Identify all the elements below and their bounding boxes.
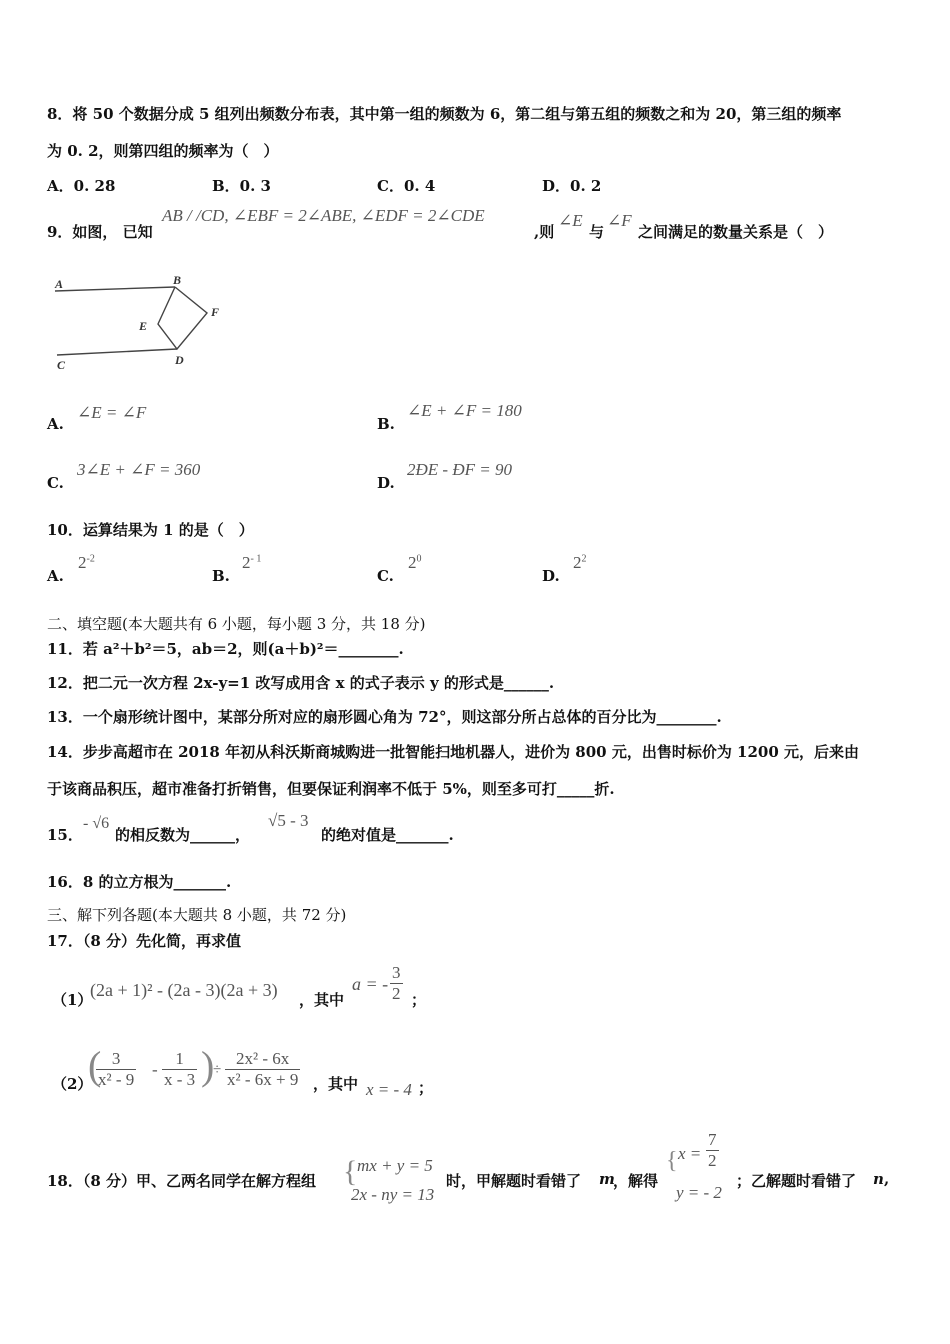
q8-line2: 为 0. 2，则第四组的频率为（ ） [47,142,279,160]
q18-m: m [599,1170,615,1188]
section2-title: 二、填空题(本大题共有 6 小题，每小题 3 分，共 18 分) [47,615,426,633]
q15-number: 15． [47,826,83,844]
q9-option-d-expr: 2ÐE - ÐF = 90 [407,460,512,479]
q9-suffix: 之间满足的数量关系是（ ） [638,223,834,241]
q10-option-c-expr: $2^0$ [408,553,422,572]
q8-line1: 8．将 50 个数据分成 5 组列出频数分布表，其中第一组的频数为 6，第二组与第五组的频数之和为 20，第三组的频率 [47,105,842,123]
q18-solution-brace: { [666,1148,678,1174]
q18-sol-x-num: 7 [708,1130,717,1149]
q17-part2-end: ； [418,1079,434,1097]
q9-option-a-letter: A. [47,415,64,433]
q9-option-b-letter: B. [377,415,395,433]
q17-part2-frac1-num: 3 [96,1049,136,1070]
q13: 13．一个扇形统计图中，某部分所对应的扇形圆心角为 72°，则这部分所占总体的百分比为________. [47,708,722,726]
label-d: D [175,353,184,367]
q9-angle-e: ∠E [558,211,583,230]
q18-sol-y: y = - 2 [676,1183,722,1202]
q10-option-a-letter: A. [47,567,64,585]
q18-mid2: ，解得 [613,1172,659,1190]
q8-option-a: A．0. 28 [47,177,116,195]
q11: 11．若 a²＋b²＝5，ab＝2，则(a＋b)²＝________. [47,640,404,658]
label-a: A [55,277,64,291]
q17-part2-frac3 [225,1049,300,1090]
q18-end: ；乙解题时看错了 [736,1172,857,1190]
line-cd [57,349,177,355]
q17-part1-fraction [390,963,403,1004]
q18-prefix-text: 18．（8 分）甲、乙两名同学在解方程组 [47,1172,317,1190]
q9-mid1: ,则 [534,223,555,241]
q9-figure [45,270,235,375]
q9-condition: AB / /CD, ∠EBF = 2∠ABE, ∠EDF = 2∠CDE [162,206,485,225]
q17-part2-where: ，其中 [313,1075,359,1093]
q9-option-c-letter: C. [47,474,64,492]
q10-option-d-expr: $2^2$ [573,553,587,572]
q17-part2-minus: - [152,1060,158,1079]
q18-system-brace: { [343,1155,358,1188]
q10-option-c-letter: C. [377,567,394,585]
q15-end: 的绝对值是_______. [321,826,454,844]
q9-option-c-expr: 3∠E + ∠F = 360 [77,460,201,479]
q14-line1: 14．步步高超市在 2018 年初从科沃斯商城购进一批智能扫地机器人，进价为 800 元，出售时标价为 1200 元，后来由 [47,743,860,761]
q17-part1-where: ，其中 [299,991,345,1009]
q17-part2-cond: x = - 4 [366,1080,412,1099]
label-b: B [173,273,182,287]
q8-option-b: B．0. 3 [212,177,271,195]
q14-line2: 于该商品积压，超市准备打折销售，但要保证利润率不低于 5%，则至多可打_____折. [47,780,615,798]
label-e: E [139,319,148,333]
q18-mid: 时，甲解题时看错了 [446,1172,582,1190]
q9-mid2: 与 [589,223,605,241]
q18-sol-x-fraction [706,1130,719,1171]
q17-part1-expr: (2a + 1)² - (2a - 3)(2a + 3) [90,980,278,1000]
q17-part2-label: （2） [52,1075,93,1093]
q15-expr2: √5 - 3 [268,811,309,830]
q18-comma: , [884,1170,890,1188]
q15-mid: 的相反数为______， [115,826,251,844]
q18-eq1: mx + y = 5 [357,1156,433,1175]
q10-option-b-expr: $2^{- 1}$ [242,553,262,572]
q17-part2-lparen: ( [88,1043,102,1088]
q9-option-a-expr: ∠E = ∠F [77,403,147,422]
label-f: F [211,305,220,319]
q17-part2-frac2 [162,1049,197,1090]
q17-part2-div: ÷ [213,1062,222,1078]
q8-option-c: C．0. 4 [377,177,436,195]
q10-stem: 10．运算结果为 1 的是（ ） [47,521,254,539]
q9-angle-f: ∠F [607,211,632,230]
line-ab [55,287,175,291]
q10-option-a-expr: $2^{-2}$ [78,553,95,572]
q15-expr1: - √6 [83,815,110,832]
quadrilateral-bedf [158,287,207,349]
q17-part1-frac-num: 3 [392,963,401,982]
q10-option-d-letter: D. [542,567,560,585]
q17-part2-frac3-num: 2x² - 6x [225,1049,300,1070]
q8-option-d: D．0. 2 [542,177,602,195]
q9-option-b-expr: ∠E + ∠F = 180 [407,401,522,420]
q10-option-b-letter: B. [212,567,230,585]
q17-part2-frac2-den: x - 3 [164,1070,196,1089]
q18-sol-x-den: 2 [708,1151,717,1170]
q17-part1-cond: a = - [352,974,389,994]
q17-part2-rparen: ) [201,1043,215,1088]
q17-part2-frac1 [96,1049,136,1090]
section3-title: 三、解下列各题(本大题共 8 小题，共 72 分) [47,906,347,924]
q17-part2-frac2-num: 1 [162,1049,197,1070]
label-c: C [57,358,66,372]
q17-part2-frac1-den: x² - 9 [98,1070,135,1089]
q18-sol-x: x = [678,1144,702,1163]
q12: 12．把二元一次方程 2x-y=1 改写成用含 x 的式子表示 y 的形式是______. [47,674,555,692]
q18-eq2: 2x - ny = 13 [351,1185,435,1204]
q18-prefix [47,1170,316,1191]
q17-stem: 17．（8 分）先化简，再求值 [47,932,242,950]
q18-n: n [873,1170,884,1188]
q16: 16．8 的立方根为_______. [47,873,232,891]
q17-part2-frac3-den: x² - 6x + 9 [227,1070,299,1089]
q17-part1-frac-den: 2 [392,984,401,1003]
q17-part1-label: （1） [52,991,93,1009]
q17-part1-end: ； [411,991,427,1009]
q9-prefix: 9．如图， 已知 [47,223,153,241]
q9-option-d-letter: D. [377,474,395,492]
